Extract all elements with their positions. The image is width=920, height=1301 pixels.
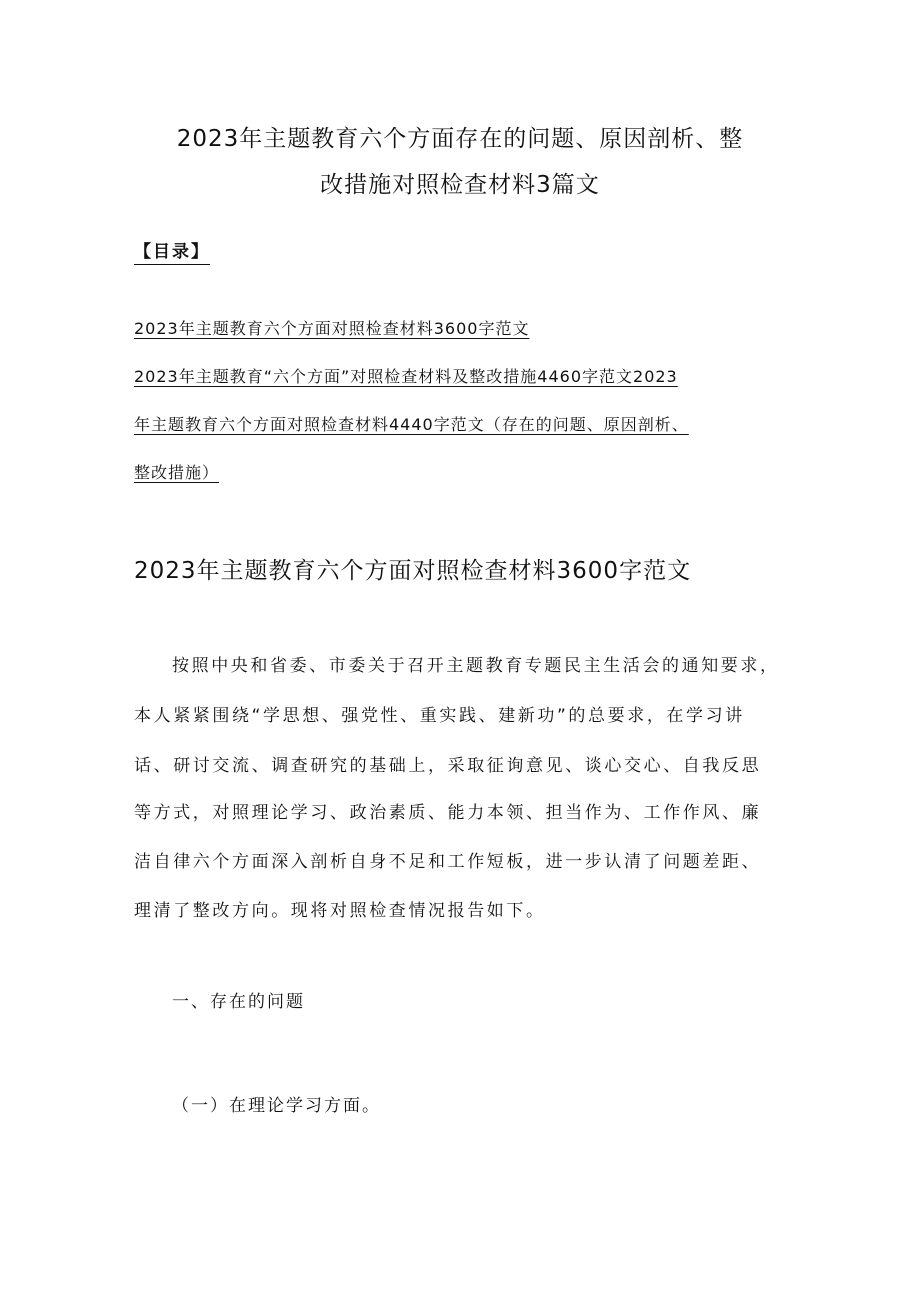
paragraph-line-5: 洁自律六个方面深入剖析自身不足和工作短板，进一步认清了问题差距、 — [134, 852, 762, 872]
toc-link-1[interactable]: 2023年主题教育六个方面对照检查材料3600字范文 — [134, 319, 530, 338]
heading-existing-problems: 一、存在的问题 — [172, 992, 305, 1012]
document-title-line-1: 2023年主题教育六个方面存在的问题、原因剖析、整 — [176, 126, 744, 152]
paragraph-line-6: 理清了整改方向。现将对照检查情况报告如下。 — [134, 901, 546, 921]
document-title-line-2: 改措施对照检查材料3篇文 — [320, 172, 600, 198]
paragraph-line-3: 话、研讨交流、调查研究的基础上，采取征询意见、谈心交心、自我反思 — [134, 756, 762, 776]
section-title: 2023年主题教育六个方面对照检查材料3600字范文 — [134, 558, 692, 584]
toc-link-3-continued[interactable]: 整改措施） — [134, 463, 220, 482]
toc-link-2-continued[interactable]: 年主题教育六个方面对照检查材料4440字范文（存在的问题、原因剖析、 — [134, 415, 689, 434]
heading-theory-study: （一）在理论学习方面。 — [172, 1096, 381, 1116]
toc-link-2[interactable]: 2023年主题教育“六个方面”对照检查材料及整改措施4460字范文2023 — [134, 367, 678, 386]
paragraph-line-1: 按照中央和省委、市委关于召开主题教育专题民主生活会的通知要求， — [172, 656, 780, 676]
toc-heading: 【目录】 — [134, 240, 210, 265]
paragraph-line-2: 本人紧紧围绕“学思想、强党性、重实践、建新功”的总要求，在学习讲 — [134, 706, 745, 726]
paragraph-line-4: 等方式，对照理论学习、政治素质、能力本领、担当作为、工作作风、廉 — [134, 803, 762, 823]
